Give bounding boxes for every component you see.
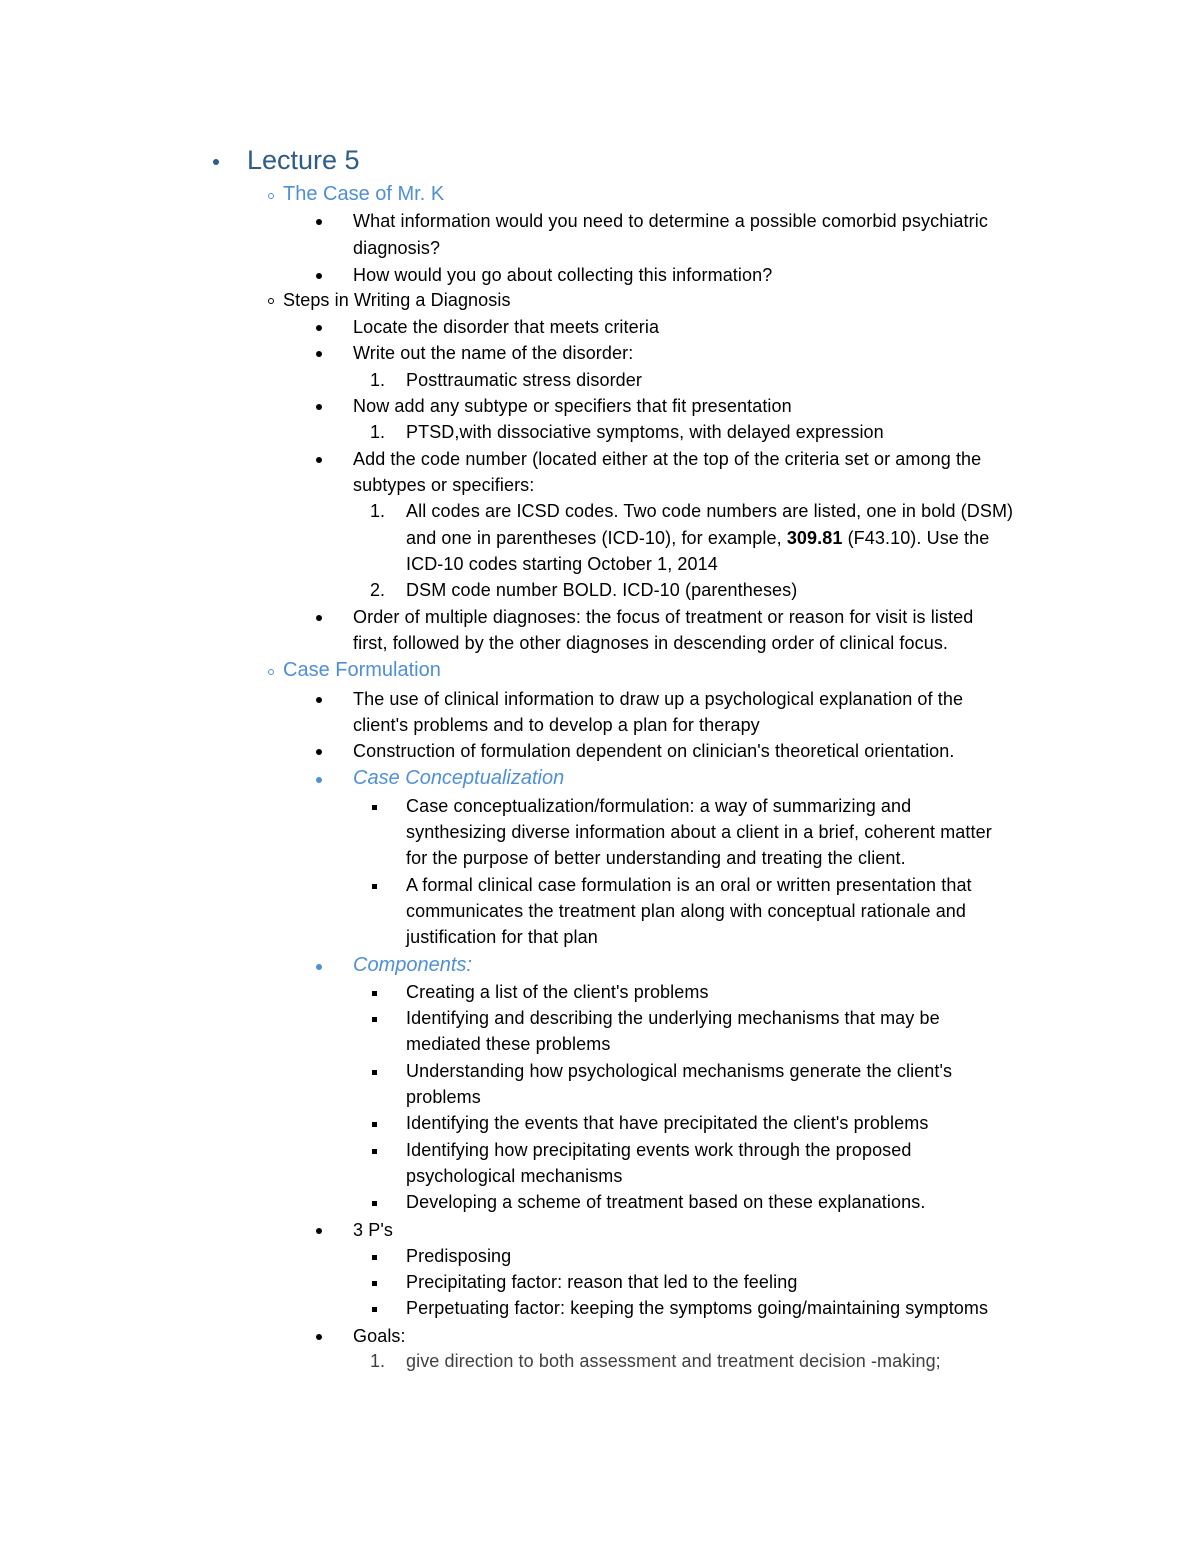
list-item: The use of clinical information to draw up a psychological explanation of the — [353, 689, 964, 709]
list-item: Write out the name of the disorder: — [353, 343, 634, 363]
square-bullet — [372, 1281, 377, 1286]
list-number: 2. — [370, 580, 386, 600]
list-item-continuation: diagnosis? — [353, 238, 441, 258]
bullet — [316, 1228, 322, 1234]
list-item: Perpetuating factor: keeping the symptoms going/maintaining symptoms — [406, 1298, 989, 1318]
square-bullet — [372, 1255, 377, 1260]
square-bullet — [372, 884, 377, 889]
bullet — [316, 964, 322, 970]
bullet — [316, 404, 322, 410]
subheading-case-conceptualization: Case Conceptualization — [353, 767, 565, 789]
list-item-continuation: first, followed by the other diagnoses in descending order of clinical focus. — [353, 633, 949, 653]
list-item: Identifying and describing the underlying mechanisms that may be — [406, 1008, 940, 1028]
square-bullet — [372, 1122, 377, 1127]
square-bullet — [372, 1017, 377, 1022]
list-item: A formal clinical case formulation is an oral or written presentation that — [406, 875, 972, 895]
list-item-continuation: synthesizing diverse information about a client in a brief, coherent matter — [406, 822, 992, 842]
list-item: Developing a scheme of treatment based on these explanations. — [406, 1192, 926, 1212]
level2-bullet — [268, 193, 274, 199]
level2-bullet — [268, 669, 274, 675]
bullet — [316, 457, 322, 463]
square-bullet — [372, 1307, 377, 1312]
square-bullet — [372, 1149, 377, 1154]
numbered-item: DSM code number BOLD. ICD-10 (parentheses) — [406, 580, 798, 600]
square-bullet — [372, 805, 377, 810]
numbered-item: All codes are ICSD codes. Two code numbers are listed, one in bold (DSM) — [406, 501, 1014, 521]
list-item: Case conceptualization/formulation: a way of summarizing and — [406, 796, 912, 816]
bullet — [316, 325, 322, 331]
list-item-continuation: psychological mechanisms — [406, 1166, 623, 1186]
bullet — [316, 1334, 322, 1340]
list-item: 3 P's — [353, 1220, 393, 1240]
numbered-item: Posttraumatic stress disorder — [406, 370, 642, 390]
lecture-title: Lecture 5 — [247, 145, 360, 175]
bullet — [316, 351, 322, 357]
square-bullet — [372, 1070, 377, 1075]
dsm-code-bold: 309.81 — [786, 528, 843, 548]
numbered-item: give direction to both assessment and treatment decision -making; — [406, 1351, 941, 1371]
text-run: and one in parentheses (ICD-10), for example, — [406, 528, 782, 548]
numbered-item: PTSD,with dissociative symptoms, with delayed expression — [406, 422, 884, 442]
list-item: Creating a list of the client's problems — [406, 982, 709, 1002]
list-item-continuation: subtypes or specifiers: — [353, 475, 535, 495]
level1-bullet — [213, 159, 219, 165]
list-item: Understanding how psychological mechanisms generate the client's — [406, 1061, 953, 1081]
list-item-continuation: for the purpose of better understanding and treating the client. — [406, 848, 906, 868]
square-bullet — [372, 991, 377, 996]
section-heading-steps: Steps in Writing a Diagnosis — [283, 290, 511, 310]
list-item: Goals: — [353, 1326, 406, 1346]
list-item: Precipitating factor: reason that led to the feeling — [406, 1272, 798, 1292]
list-item-continuation: communicates the treatment plan along with conceptual rationale and — [406, 901, 967, 921]
list-item-continuation: problems — [406, 1087, 481, 1107]
section-heading-case-formulation: Case Formulation — [283, 659, 441, 681]
list-item: What information would you need to determine a possible comorbid psychiatric — [353, 211, 988, 231]
list-item: How would you go about collecting this information? — [353, 265, 773, 285]
list-item-continuation: mediated these problems — [406, 1034, 611, 1054]
numbered-item-continuation: ICD-10 codes starting October 1, 2014 — [406, 554, 718, 574]
level2-bullet — [268, 298, 274, 304]
list-number: 1. — [370, 370, 386, 390]
section-heading-case-mr-k: The Case of Mr. K — [283, 183, 445, 205]
bullet — [316, 749, 322, 755]
text-run: (F43.10). Use the — [847, 528, 990, 548]
subheading-components: Components: — [353, 954, 472, 976]
bullet — [316, 615, 322, 621]
list-item: Identifying how precipitating events work through the proposed — [406, 1140, 912, 1160]
list-number: 1. — [370, 501, 386, 521]
list-item: Now add any subtype or specifiers that fit presentation — [353, 396, 792, 416]
bullet — [316, 697, 322, 703]
square-bullet — [372, 1201, 377, 1206]
bullet — [316, 273, 322, 279]
list-number: 1. — [370, 422, 386, 442]
list-item-continuation: justification for that plan — [406, 927, 598, 947]
list-item-continuation: client's problems and to develop a plan for therapy — [353, 715, 760, 735]
list-item: Locate the disorder that meets criteria — [353, 317, 660, 337]
list-number: 1. — [370, 1351, 386, 1371]
list-item: Predisposing — [406, 1246, 512, 1266]
list-item: Identifying the events that have precipitated the client's problems — [406, 1113, 929, 1133]
numbered-item-continuation — [406, 528, 989, 549]
bullet — [316, 777, 322, 783]
list-item: Order of multiple diagnoses: the focus of treatment or reason for visit is listed — [353, 607, 974, 627]
list-item: Construction of formulation dependent on clinician's theoretical orientation. — [353, 741, 955, 761]
list-item: Add the code number (located either at the top of the criteria set or among the — [353, 449, 982, 469]
bullet — [316, 219, 322, 225]
